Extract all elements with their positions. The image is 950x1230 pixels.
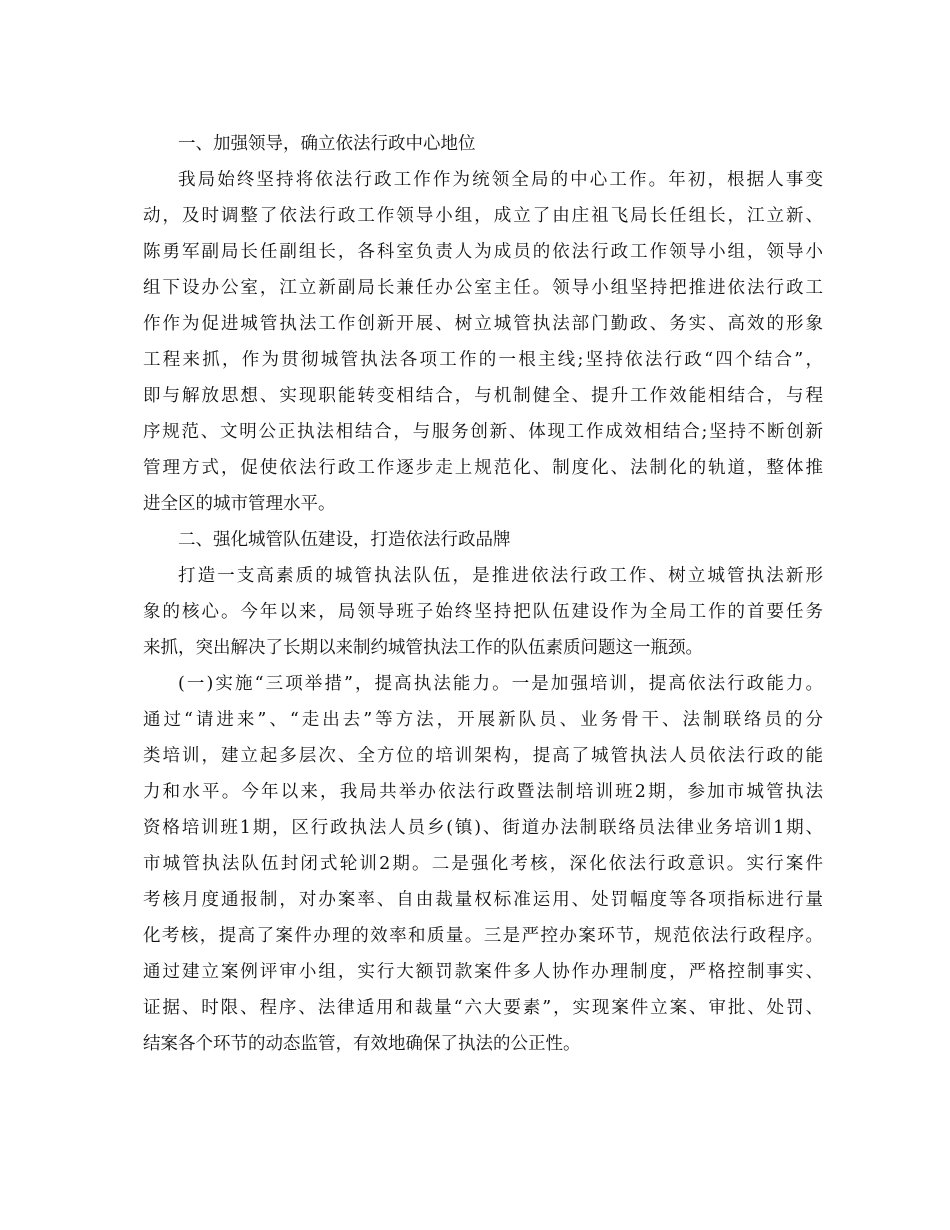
paragraph-line: 动，及时调整了依法行政工作领导小组，成立了由庄祖飞局长任组长，江立新、: [143, 206, 823, 226]
paragraph-line: 通过“请进来”、“走出去”等方法，开展新队员、业务骨干、法制联络员的分: [143, 710, 823, 730]
paragraph-line: 证据、时限、程序、法律适用和裁量“六大要素”，实现案件立案、审批、处罚、: [143, 998, 823, 1018]
section-heading-2: 二、强化城管队伍建设，打造依法行政品牌: [178, 530, 511, 550]
paragraph-line: 类培训，建立起多层次、全方位的培训架构，提高了城管执法人员依法行政的能: [143, 746, 823, 766]
paragraph-line: 打造一支高素质的城管执法队伍，是推进依法行政工作、树立城管执法新形: [178, 566, 823, 586]
paragraph-line: 化考核，提高了案件办理的效率和质量。三是严控办案环节，规范依法行政程序。: [143, 926, 823, 946]
paragraph-line: 陈勇军副局长任副组长，各科室负责人为成员的依法行政工作领导小组，领导小: [143, 242, 823, 262]
paragraph-line: 管理方式，促使依法行政工作逐步走上规范化、制度化、法制化的轨道，整体推: [143, 458, 823, 478]
paragraph-line: 来抓，突出解决了长期以来制约城管执法工作的队伍素质问题这一瓶颈。: [143, 638, 703, 658]
paragraph-line: 即与解放思想、实现职能转变相结合，与机制健全、提升工作效能相结合，与程: [143, 386, 823, 406]
paragraph-line: 考核月度通报制，对办案率、自由裁量权标准运用、处罚幅度等各项指标进行量: [143, 890, 823, 910]
paragraph-line: 序规范、文明公正执法相结合，与服务创新、体现工作成效相结合;坚持不断创新: [143, 422, 823, 442]
paragraph-line: 结案各个环节的动态监管，有效地确保了执法的公正性。: [143, 1034, 581, 1054]
paragraph-line: 力和水平。今年以来，我局共举办依法行政暨法制培训班2期，参加市城管执法: [143, 782, 823, 802]
paragraph-line: 资格培训班1期，区行政执法人员乡(镇)、街道办法制联络员法律业务培训1期、: [143, 818, 823, 838]
paragraph-line: (一)实施“三项举措”，提高执法能力。一是加强培训，提高依法行政能力。: [178, 674, 823, 694]
section-heading-1: 一、加强领导，确立依法行政中心地位: [178, 134, 476, 154]
paragraph-line: 通过建立案例评审小组，实行大额罚款案件多人协作办理制度，严格控制事实、: [143, 962, 823, 982]
paragraph-line: 市城管执法队伍封闭式轮训2期。二是强化考核，深化依法行政意识。实行案件: [143, 854, 823, 874]
paragraph-line: 进全区的城市管理水平。: [143, 494, 336, 514]
paragraph-line: 组下设办公室，江立新副局长兼任办公室主任。领导小组坚持把推进依法行政工: [143, 278, 823, 298]
paragraph-line: 工程来抓，作为贯彻城管执法各项工作的一根主线;坚持依法行政“四个结合”，: [143, 350, 823, 370]
paragraph-line: 我局始终坚持将依法行政工作作为统领全局的中心工作。年初，根据人事变: [178, 170, 823, 190]
paragraph-line: 作作为促进城管执法工作创新开展、树立城管执法部门勤政、务实、高效的形象: [143, 314, 823, 334]
paragraph-line: 象的核心。今年以来，局领导班子始终坚持把队伍建设作为全局工作的首要任务: [143, 602, 823, 622]
